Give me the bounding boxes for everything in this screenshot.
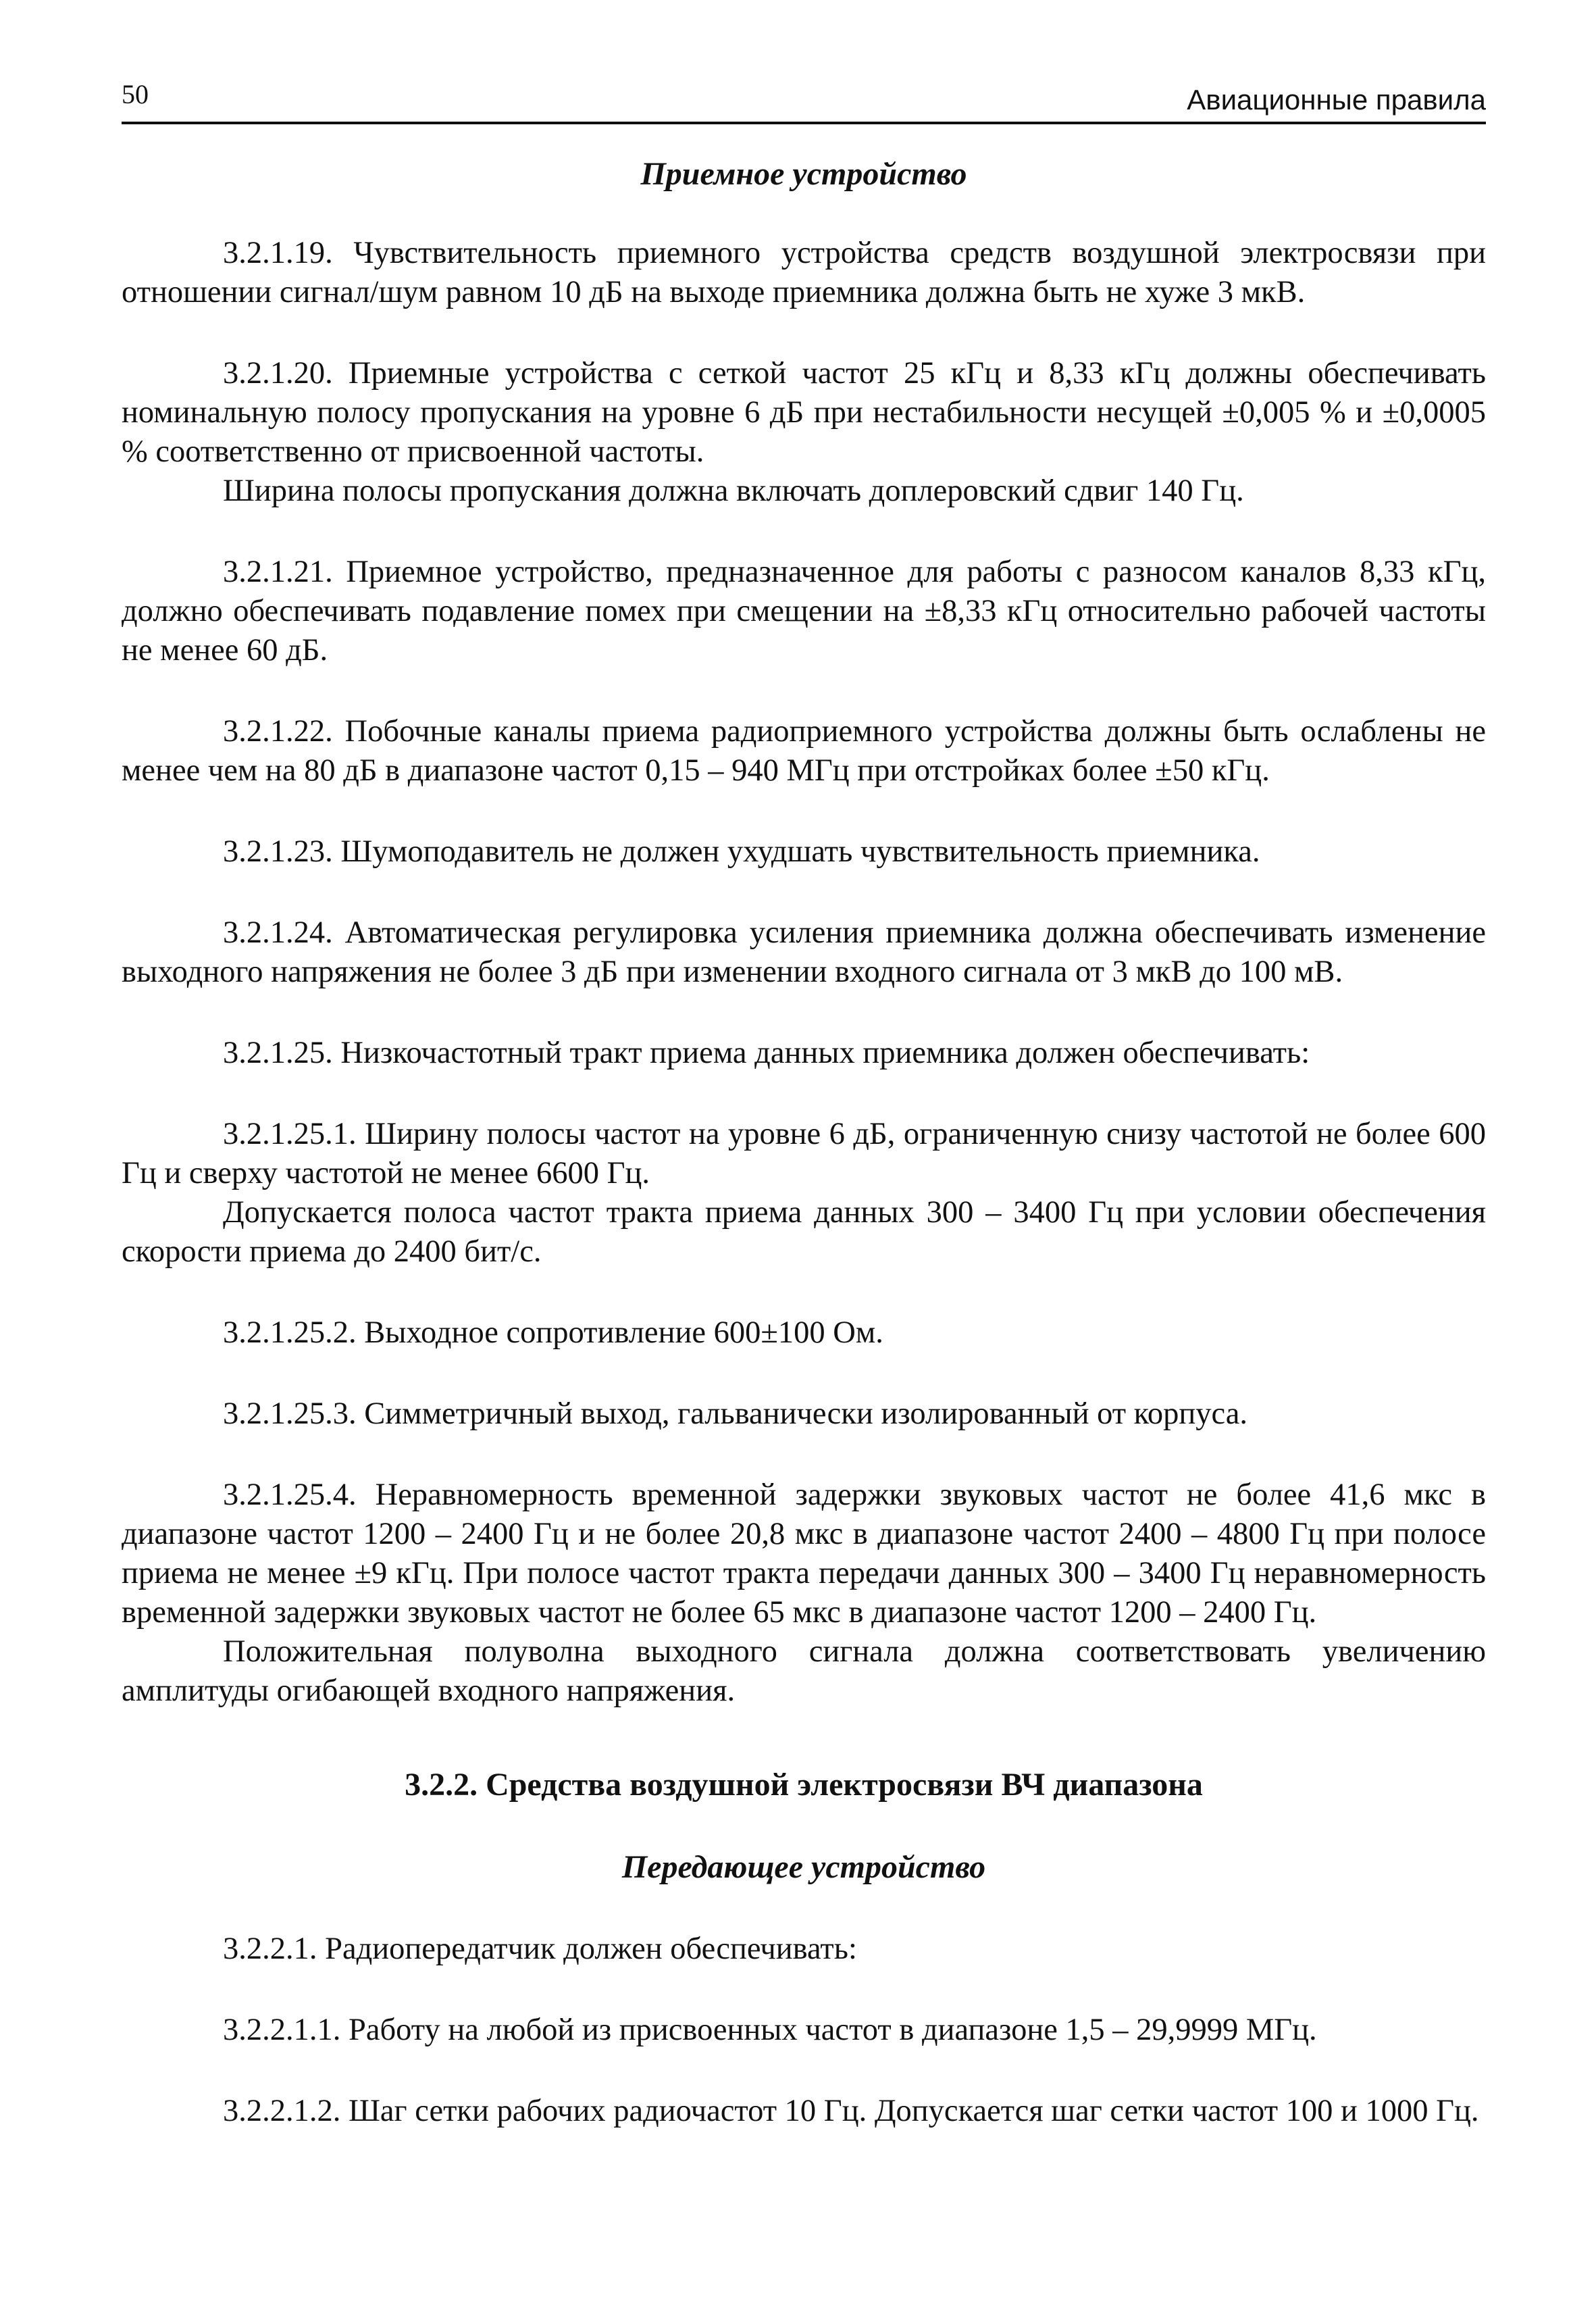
paragraph-3-2-2-1-2: 3.2.2.1.2. Шаг сетки рабочих радиочастот 10 Гц. Допускается шаг сетки частот 100 и 1000 Гц. bbox=[223, 2094, 1479, 2128]
paragraph-3-2-1-25-3: 3.2.1.25.3. Симметричный выход, гальванически изолированный от корпуса. bbox=[223, 1397, 1248, 1431]
paragraph-3-2-1-19: 3.2.1.19. Чувствительность приемного устройства средств воздушной электросвязи при отношении сигнал/шум равном 10 дБ на выходе приемника должна быть не хуже 3 мкВ. bbox=[122, 236, 1486, 309]
transmitter-heading: Передающее устройство bbox=[621, 1849, 986, 1885]
paragraph-3-2-1-25: 3.2.1.25. Низкочастотный тракт приема данных приемника должен обеспечивать: bbox=[223, 1036, 1310, 1070]
page-header bbox=[122, 68, 1486, 124]
paragraph-3-2-1-21: 3.2.1.21. Приемное устройство, предназначенное для работы с разносом каналов 8,33 кГц, должно обеспечивать подавление помех при смещении на ±8,33 кГц относительно рабочей частоты не менее 60 дБ. bbox=[122, 555, 1486, 668]
paragraph-3-2-2-1: 3.2.2.1. Радиопередатчик должен обеспечивать: bbox=[223, 1932, 857, 1966]
paragraph-3-2-1-25-1-continuation: Допускается полоса частот тракта приема данных 300 – 3400 Гц при условии обеспечения скорости приема до 2400 бит/с. bbox=[122, 1195, 1486, 1269]
paragraph-3-2-1-25-1: 3.2.1.25.1. Ширину полосы частот на уровне 6 дБ, ограниченную снизу частотой не более 600 Гц и сверху частотой не менее 6600 Гц. bbox=[122, 1117, 1486, 1190]
paragraph-3-2-1-23: 3.2.1.23. Шумоподавитель не должен ухудшать чувствительность приемника. bbox=[223, 834, 1260, 869]
paragraph-3-2-1-22: 3.2.1.22. Побочные каналы приема радиоприемного устройства должны быть ослаблены не менее чем на 80 дБ в диапазоне частот 0,15 – 940 МГц при отстройках более ±50 кГц. bbox=[122, 714, 1486, 788]
paragraph-3-2-1-20: 3.2.1.20. Приемные устройства с сеткой частот 25 кГц и 8,33 кГц должны обеспечивать номинальную полосу пропускания на уровне 6 дБ при нестабильности несущей ±0,005 % и ±0,0005 % соответственно от присвоенной частоты. bbox=[122, 356, 1486, 469]
paragraph-3-2-1-25-2: 3.2.1.25.2. Выходное сопротивление 600±100 Ом. bbox=[223, 1315, 883, 1350]
document-page bbox=[122, 68, 1486, 2131]
paragraph-3-2-1-25-4: 3.2.1.25.4. Неравномерность временной задержки звуковых частот не более 41,6 мкс в диапазоне частот 1200 – 2400 Гц и не более 20,8 мкс в диапазоне частот 2400 – 4800 Гц при полосе приема не менее ±9 кГц. При полосе частот тракта передачи данных 300 – 3400 Гц неравномерность временной задержки звуковых частот не более 65 мкс в диапазоне частот 1200 – 2400 Гц. bbox=[122, 1478, 1486, 1630]
page-content bbox=[122, 154, 1486, 2131]
paragraph-3-2-1-20-continuation: Ширина полосы пропускания должна включать доплеровский сдвиг 140 Гц. bbox=[223, 474, 1244, 508]
page-number: 50 bbox=[122, 79, 149, 109]
running-title: Авиационные правила bbox=[1187, 84, 1486, 116]
paragraph-3-2-1-25-4-continuation: Положительная полуволна выходного сигнала должна соответствовать увеличению амплитуды огибающей входного напряжения. bbox=[122, 1634, 1486, 1708]
paragraph-3-2-2-1-1: 3.2.2.1.1. Работу на любой из присвоенных частот в диапазоне 1,5 – 29,9999 МГц. bbox=[223, 2013, 1317, 2047]
paragraph-3-2-1-24: 3.2.1.24. Автоматическая регулировка усиления приемника должна обеспечивать изменение выходного напряжения не более 3 дБ при изменении входного сигнала от 3 мкВ до 100 мВ. bbox=[122, 915, 1486, 989]
section-3-2-2-title: 3.2.2. Средства воздушной электросвязи ВЧ диапазона bbox=[405, 1767, 1203, 1803]
receiver-heading: Приемное устройство bbox=[640, 156, 967, 192]
